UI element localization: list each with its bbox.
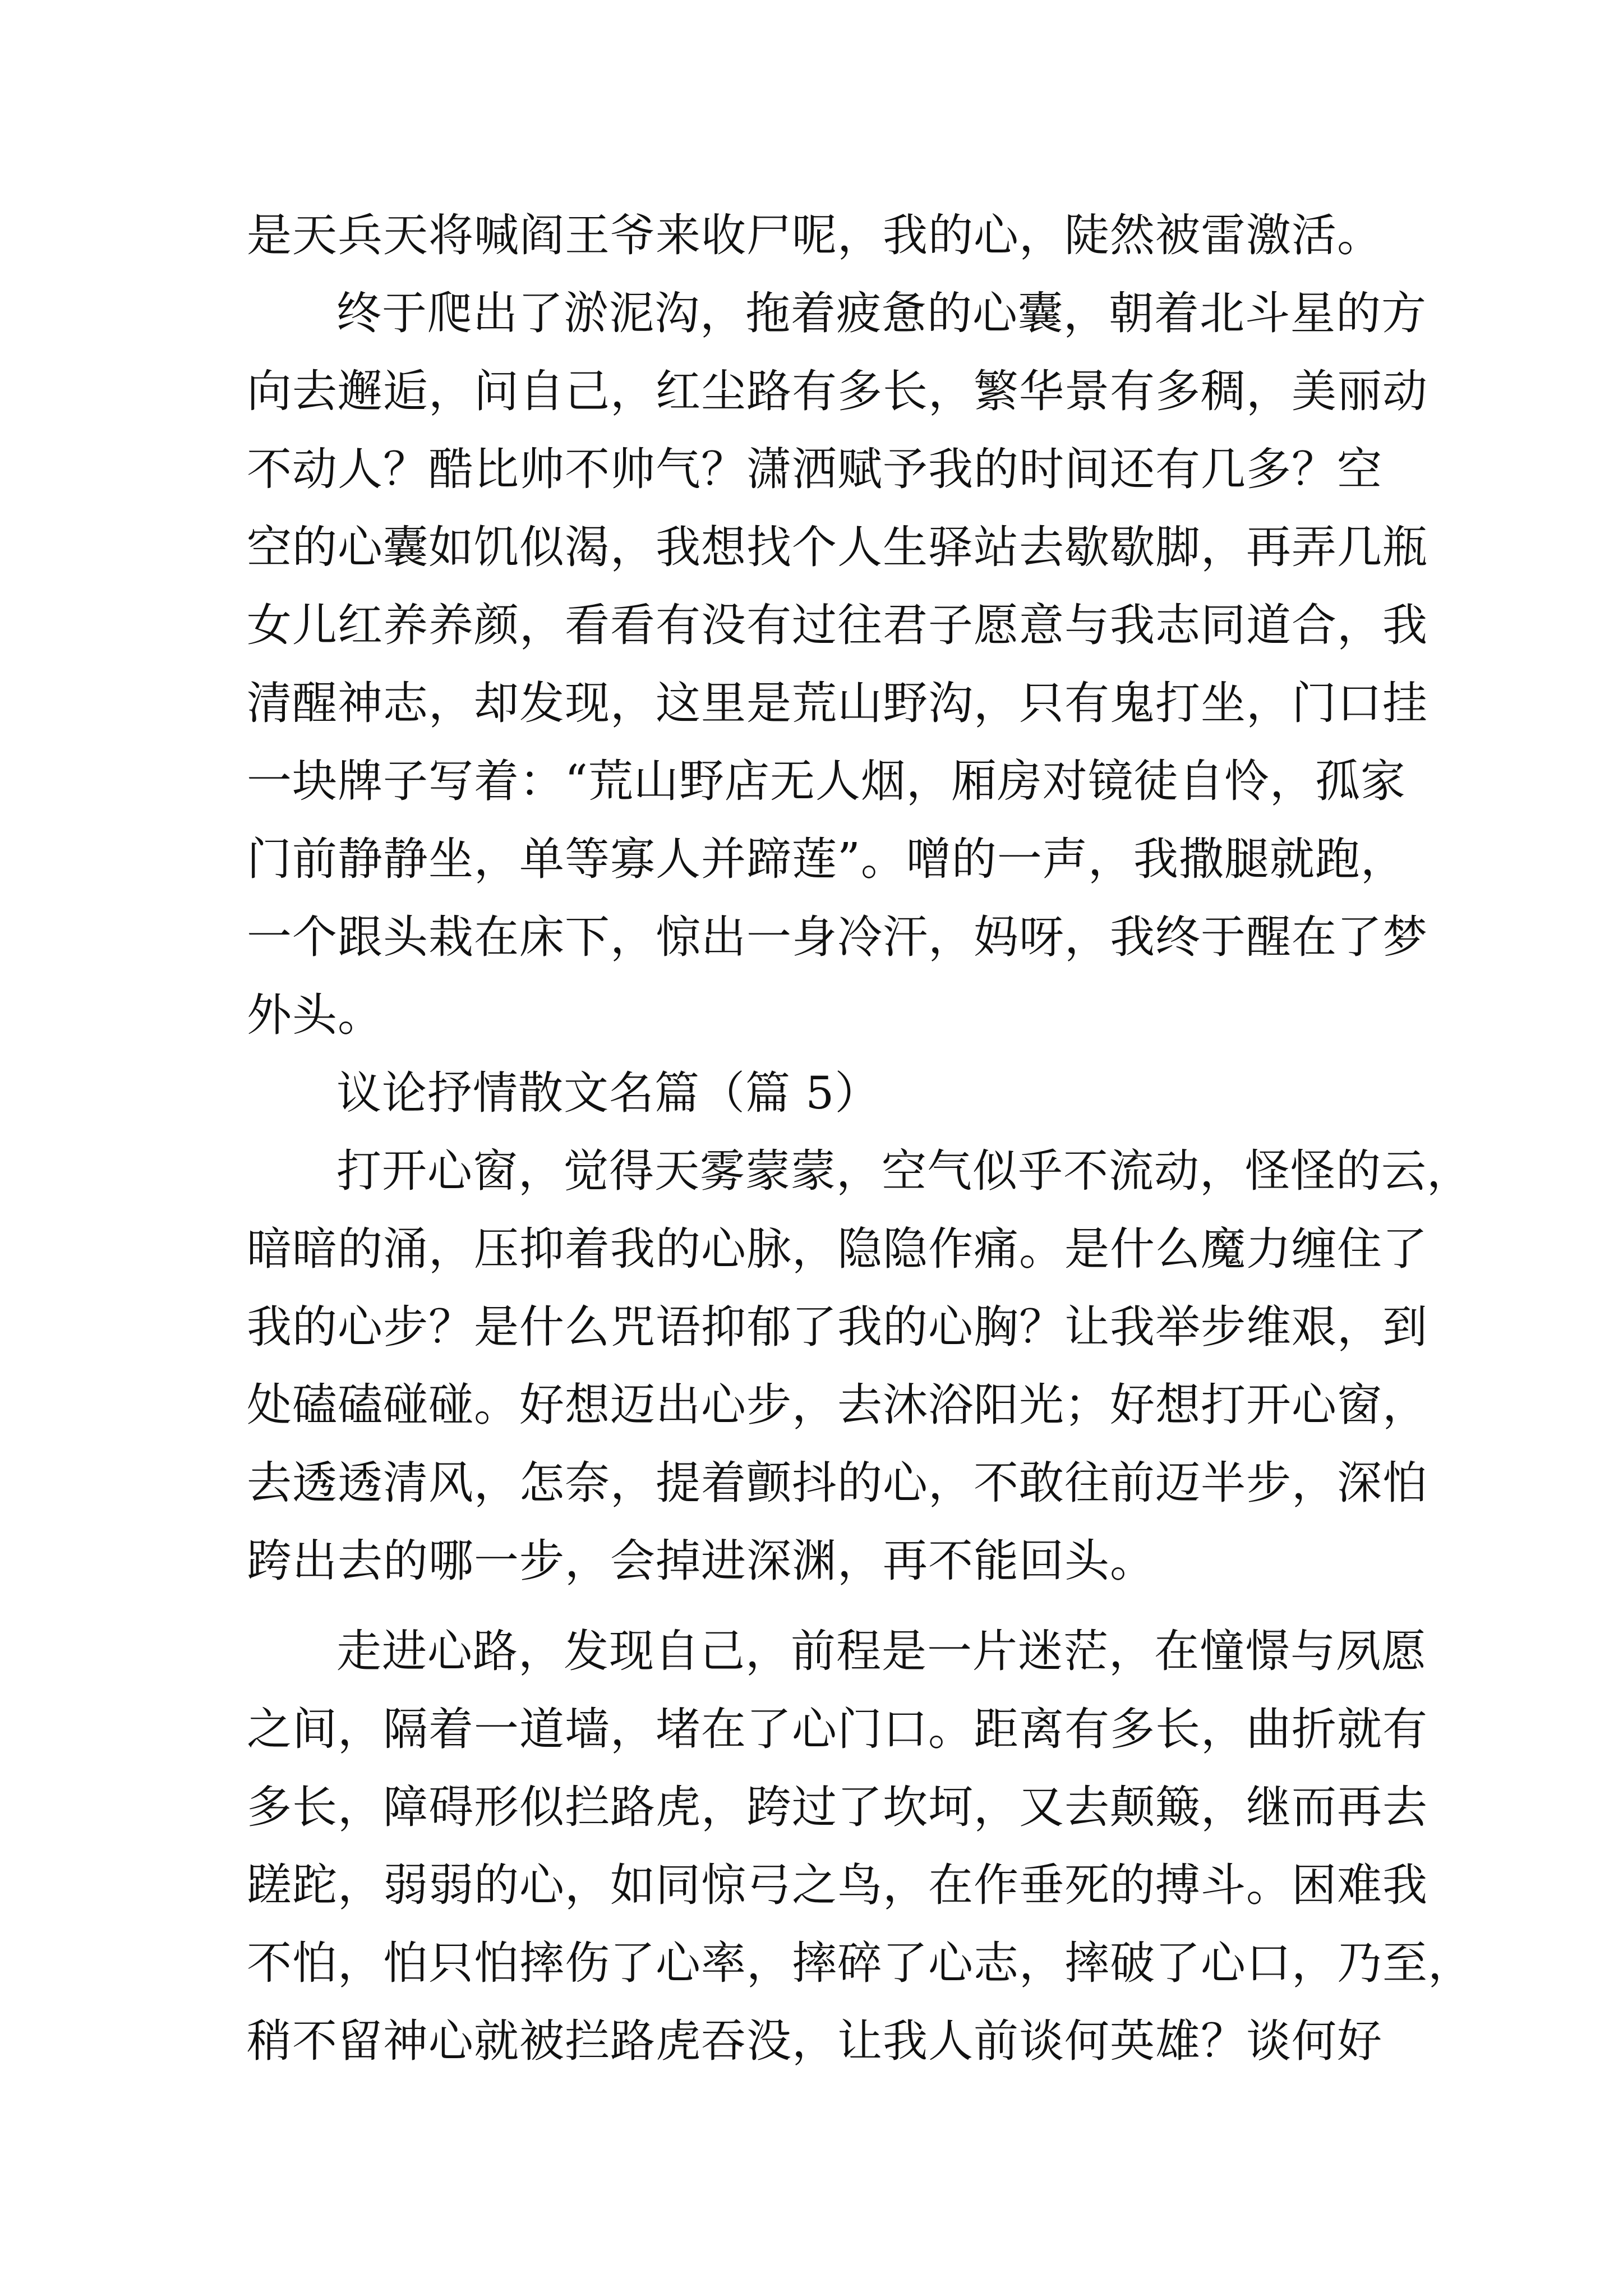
text-line: 我的心步？是什么咒语抑郁了我的心胸？让我举步维艰，到 [247,1301,1428,1353]
text-line: 蹉跎，弱弱的心，如同惊弓之鸟，在作垂死的搏斗。困难我 [247,1859,1428,1911]
paragraph-gap [247,1600,1380,1612]
text-line: 不动人？酷比帅不帅气？潇洒赋予我的时间还有几多？空 [247,443,1382,495]
text-line: 终于爬出了淤泥沟，拖着疲惫的心囊，朝着北斗星的方 [336,287,1427,339]
text-line: 打开心窗，觉得天雾蒙蒙，空气似乎不流动，怪怪的云， [336,1145,1472,1197]
text-line: 暗暗的涌，压抑着我的心脉，隐隐作痛。是什么魔力缠住了 [247,1223,1428,1275]
text-line: 处磕磕碰碰。好想迈出心步，去沐浴阳光；好想打开心窗， [247,1379,1428,1431]
text-line: 一块牌子写着：“荒山野店无人烟，厢房对镜徒自怜，孤家 [247,755,1406,807]
text-line: 清醒神志，却发现，这里是荒山野沟，只有鬼打坐，门口挂 [247,677,1428,729]
text-line: 多长，障碍形似拦路虎，跨过了坎坷，又去颠簸，继而再去 [247,1781,1428,1833]
text-line: 门前静静坐，单等寡人并蹄莲”。噌的一声，我撒腿就跑， [247,833,1406,885]
section-heading: 议论抒情散文名篇（篇 5） [336,1067,880,1119]
text-line: 去透透清风，怎奈，提着颤抖的心，不敢往前迈半步，深怕 [247,1457,1428,1509]
text-line: 走进心路，发现自己，前程是一片迷茫，在憧憬与夙愿 [336,1625,1427,1677]
text-line: 是天兵天将喊阎王爷来收尸呢，我的心，陡然被雷激活。 [247,209,1382,261]
text-line: 外头。 [247,989,383,1041]
text-line: 之间，隔着一道墙，堵在了心门口。距离有多长，曲折就有 [247,1703,1428,1755]
text-line: 跨出去的哪一步，会掉进深渊，再不能回头。 [247,1535,1155,1587]
text-line: 向去邂逅，问自己，红尘路有多长，繁华景有多稠，美丽动 [247,365,1428,417]
text-line: 一个跟头栽在床下，惊出一身冷汗，妈呀，我终于醒在了梦 [247,911,1428,963]
text-line: 女儿红养养颜，看看有没有过往君子愿意与我志同道合，我 [247,599,1428,651]
text-line: 不怕，怕只怕摔伤了心率，摔碎了心志，摔破了心口，乃至， [247,1937,1473,1989]
text-line: 空的心囊如饥似渴，我想找个人生驿站去歇歇脚，再弄几瓶 [247,521,1428,573]
text-line: 稍不留神心就被拦路虎吞没，让我人前谈何英雄？谈何好 [247,2015,1382,2067]
document-body [247,196,1473,2080]
